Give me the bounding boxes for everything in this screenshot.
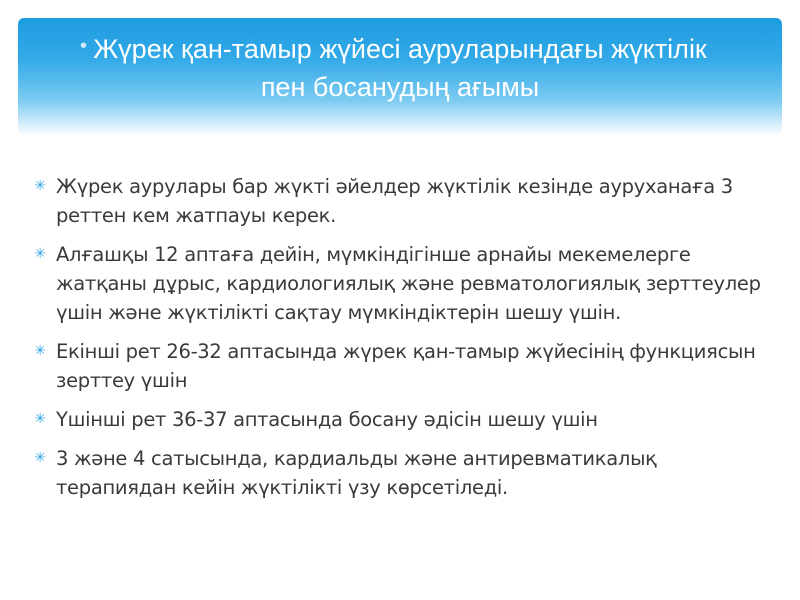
title-bullet-icon: • bbox=[80, 35, 88, 57]
bullet-text: Жүрек аурулары бар жүкті әйелдер жүктілік кезінде ауруханаға 3 реттен кем жатпауы керек. bbox=[56, 175, 733, 227]
bullet-text: Екінші рет 26-32 аптасында жүрек қан-тамыр жүйесінің функциясын зерттеу үшін bbox=[56, 340, 756, 392]
asterisk-bullet-icon: ✳ bbox=[34, 246, 46, 262]
bullet-text: Үшінші рет 36-37 аптасында босану әдісін шешу үшін bbox=[56, 408, 598, 431]
bullet-text: 3 және 4 сатысында, кардиальды және антиревматикалық терапиядан кейін жүктілікті үзу көрсетіледі. bbox=[56, 447, 657, 499]
asterisk-bullet-icon: ✳ bbox=[34, 343, 46, 359]
bullet-item bbox=[32, 405, 772, 434]
bullet-item bbox=[32, 337, 772, 395]
bullet-item bbox=[32, 172, 772, 230]
slide-title: Жүрек қан-тамыр жүйесі ауруларындағы жүктілік пен босанудың ағымы bbox=[93, 34, 707, 102]
bullet-list bbox=[32, 172, 772, 512]
asterisk-bullet-icon: ✳ bbox=[34, 178, 46, 194]
bullet-item bbox=[32, 444, 772, 502]
asterisk-bullet-icon: ✳ bbox=[34, 450, 46, 466]
asterisk-bullet-icon: ✳ bbox=[34, 411, 46, 427]
bullet-text: Алғашқы 12 аптаға дейін, мүмкіндігінше арнайы мекемелерге жатқаны дұрыс, кардиологиялық және ревматологиялық зерттеулер үшін және жүктілікті сақтау мүмкіндіктерін шешу үшін. bbox=[56, 243, 761, 324]
bullet-item bbox=[32, 240, 772, 327]
